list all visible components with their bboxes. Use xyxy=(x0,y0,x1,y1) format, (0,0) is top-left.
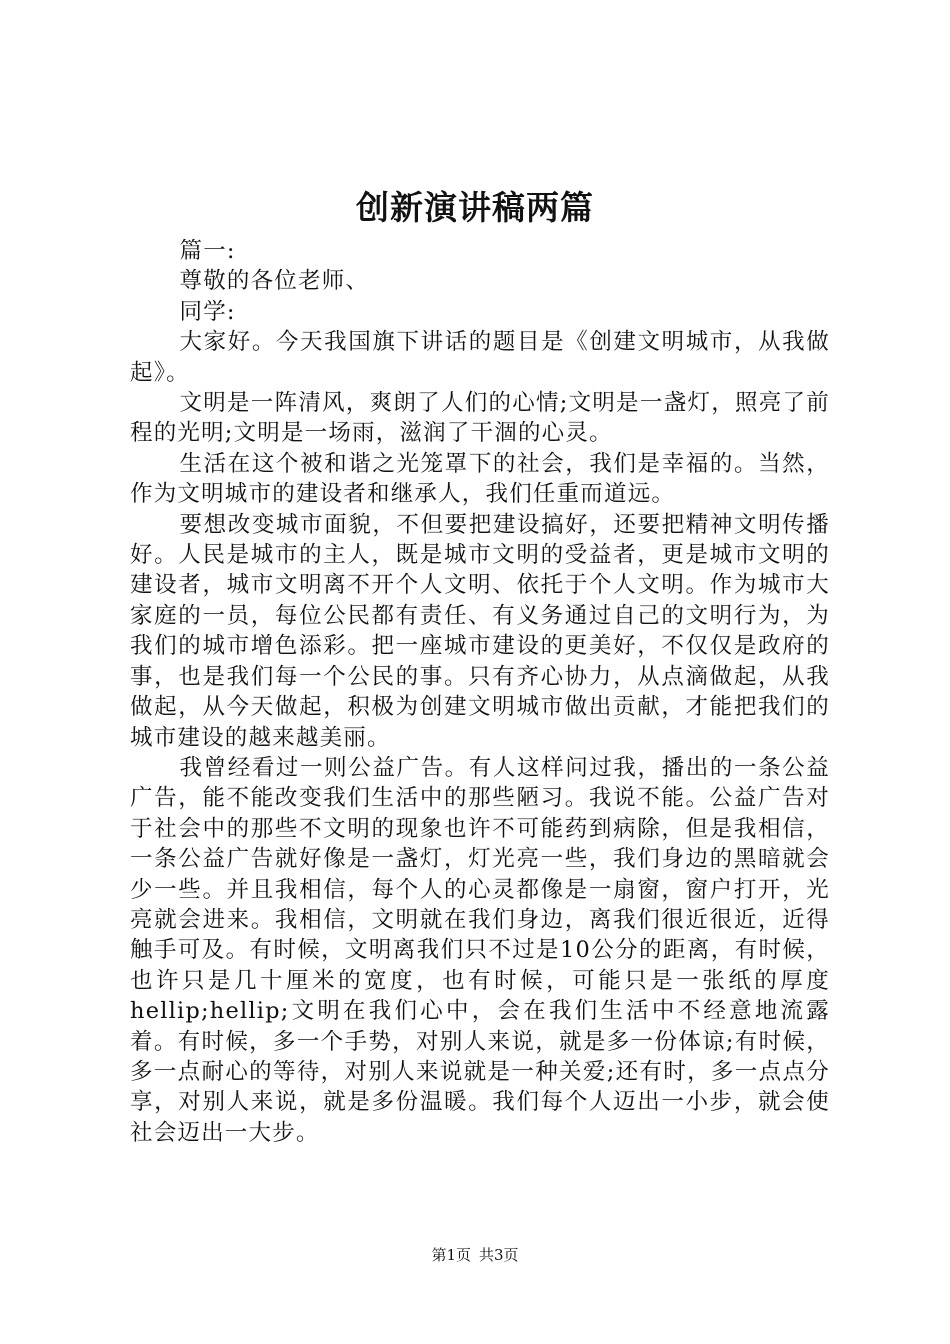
body-paragraph: 要想改变城市面貌，不但要把建设搞好，还要把精神文明传播好。人民是城市的主人，既是城市文明的受益者，更是城市文明的建设者，城市文明离不开个人文明、依托于个人文明。作为城市大家庭的一员，每位公民都有责任、有义务通过自己的文明行为，为我们的城市增色添彩。把一座城市建设的更美好，不仅仅是政府的事，也是我们每一个公民的事。只有齐心协力，从点滴做起，从我做起，从今天做起，积极为创建文明城市做出贡献，才能把我们的城市建设的越来越美丽。 xyxy=(130,511,830,751)
document-body xyxy=(130,236,830,1148)
salutation-line: 尊敬的各位老师、 xyxy=(179,268,370,295)
page-number: 第1页 xyxy=(431,1246,471,1264)
body-paragraph: 生活在这个被和谐之光笼罩下的社会，我们是幸福的。当然，作为文明城市的建设者和继承人，我们任重而道远。 xyxy=(130,450,830,508)
salutation-line: 同学: xyxy=(179,298,236,325)
page-total: 共3页 xyxy=(479,1246,519,1264)
document-title: 创新演讲稿两篇 xyxy=(356,188,594,227)
section-heading: 篇一: xyxy=(179,238,236,264)
body-paragraph: 大家好。今天我国旗下讲话的题目是《创建文明城市，从我做起》。 xyxy=(130,329,830,386)
page-footer xyxy=(0,1244,950,1266)
body-paragraph: 我曾经看过一则公益广告。有人这样问过我，播出的一条公益广告，能不能改变我们生活中的那些陋习。我说不能。公益广告对于社会中的那些不文明的现象也许不可能药到病除，但是我相信，一条公益广告就好像是一盏灯，灯光亮一些，我们身边的黑暗就会少一些。并且我相信，每个人的心灵都像是一扇窗，窗户打开，光亮就会进来。我相信，文明就在我们身边，离我们很近很近，近得触手可及。有时候，文明离我们只不过是10公分的距离，有时候，也许只是几十厘米的宽度，也有时候，可能只是一张纸的厚度hellip;hellip;文明在我们心中，会在我们生活中不经意地流露着。有时候，多一个手势，对别人来说，就是多一份体谅;有时候，多一点耐心的等待，对别人来说就是一种关爱;还有时，多一点点分享，对别人来说，就是多份温暖。我们每个人迈出一小步，就会使社会迈出一大步。 xyxy=(130,754,830,1146)
body-paragraph: 文明是一阵清风，爽朗了人们的心情;文明是一盏灯，照亮了前程的光明;文明是一场雨，滋润了干涸的心灵。 xyxy=(130,390,830,447)
